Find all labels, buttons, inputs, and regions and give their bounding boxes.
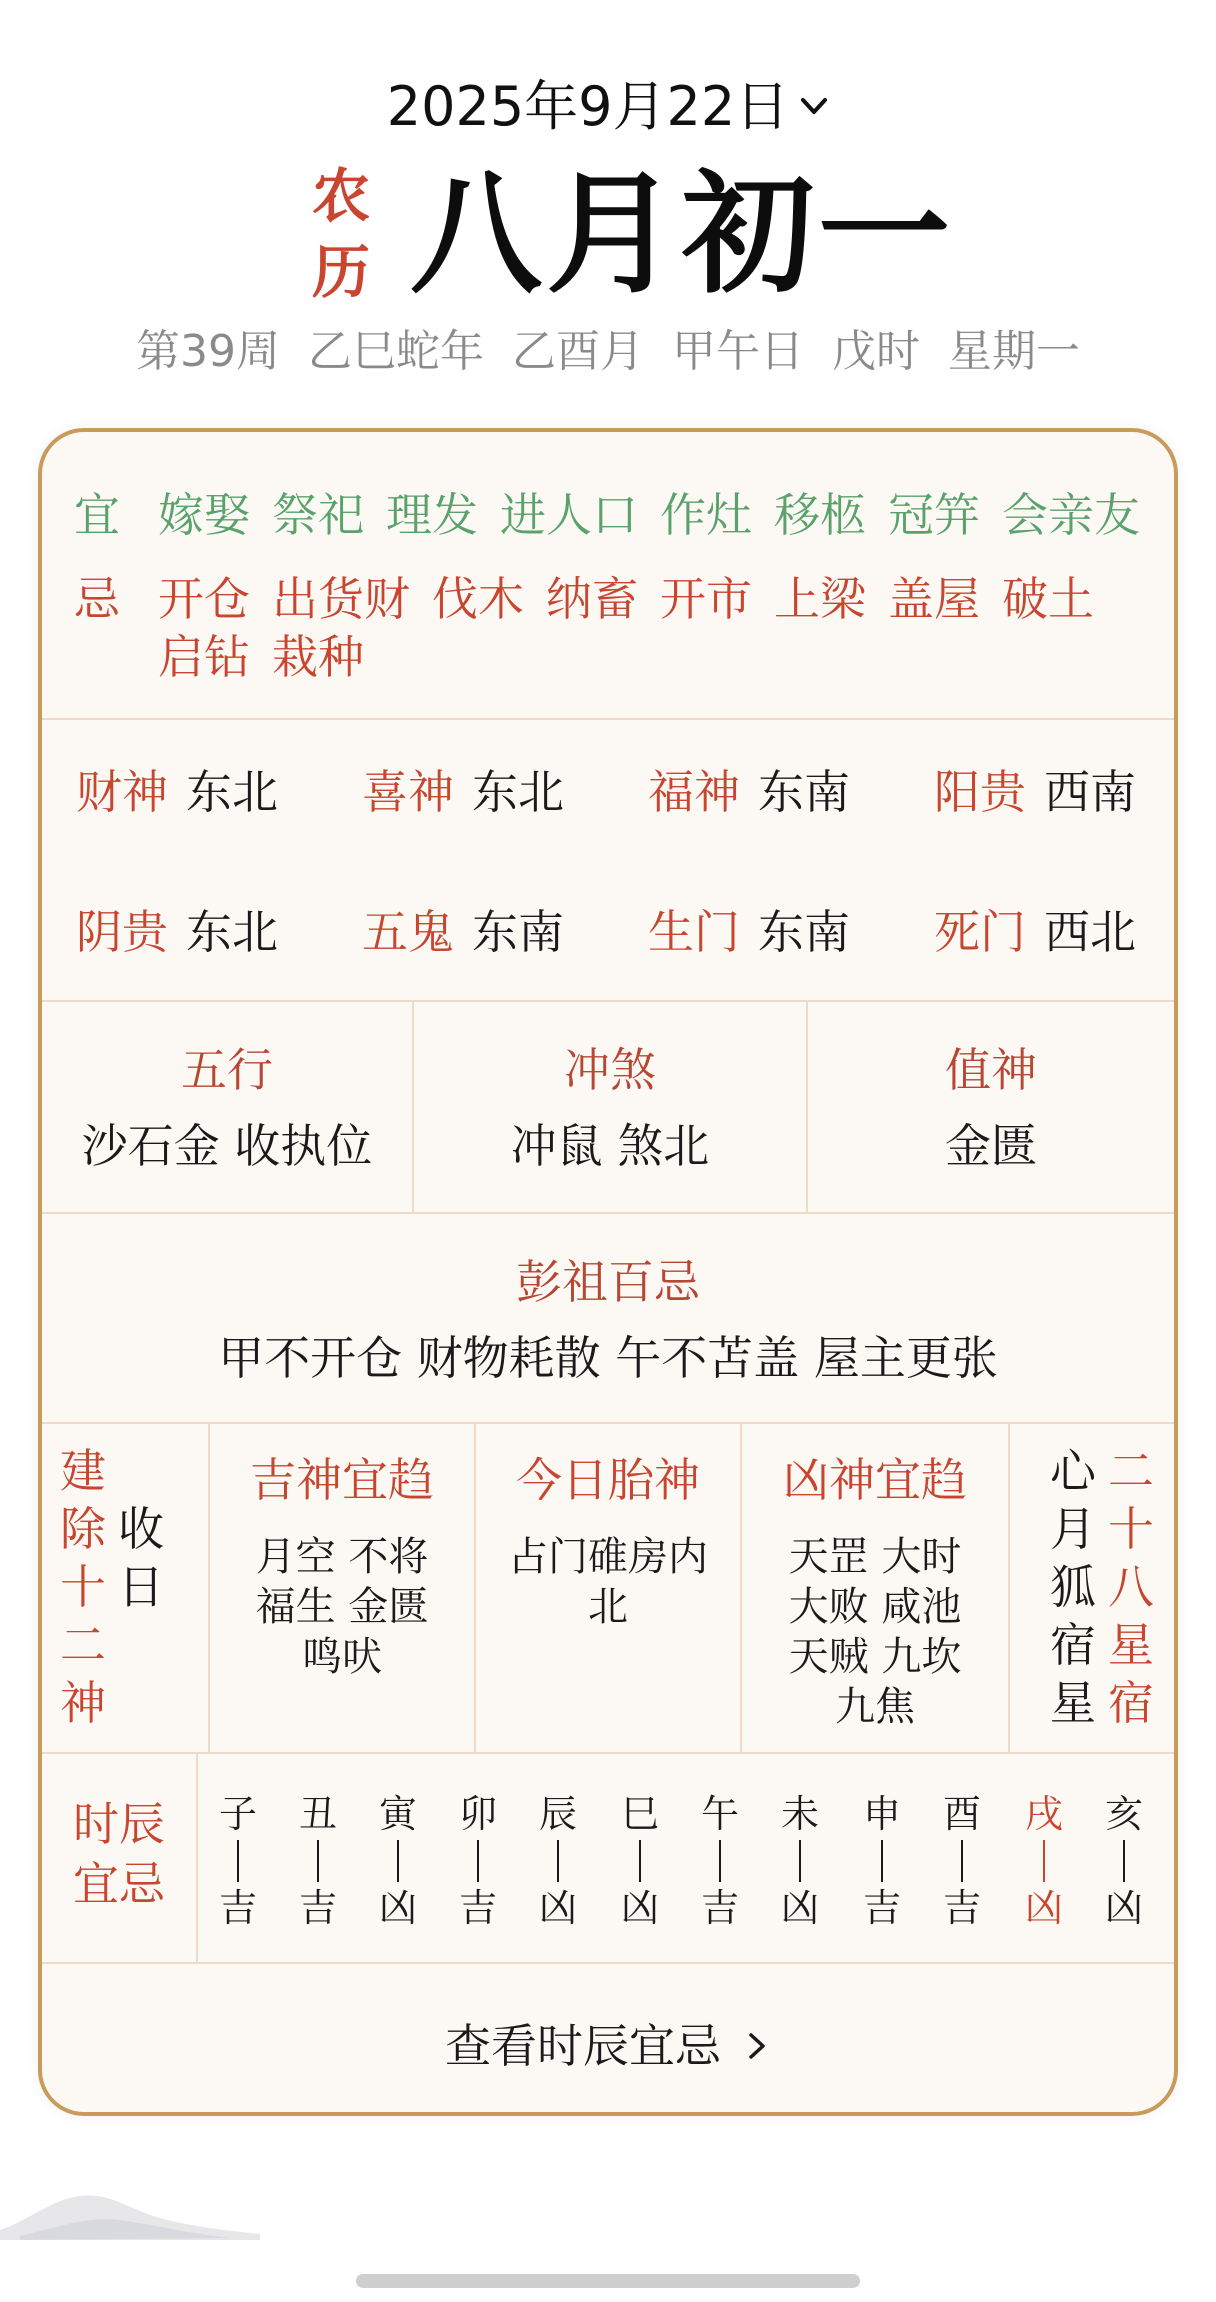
yi-label: 宜 (74, 488, 120, 542)
hour-divider (237, 1840, 239, 1882)
xiu-value-char: 宿 (1050, 1618, 1096, 1672)
ji-item: 出货财 (272, 572, 410, 626)
shichen-label-line: 宜忌 (73, 1857, 165, 1911)
yi-item: 嫁娶 (158, 488, 250, 542)
hour-zi[interactable] (208, 1790, 268, 1932)
xiu-label (1106, 1442, 1156, 1732)
yi-item: 祭祀 (272, 488, 364, 542)
hour-luck: 凶 (538, 1886, 577, 1930)
direction-key: 喜神 (362, 765, 454, 819)
hour-zhi: 巳 (620, 1792, 659, 1836)
direction-value: 西南 (1044, 765, 1136, 819)
hour-luck: 凶 (1024, 1886, 1063, 1930)
jishen-title: 吉神宜趋 (250, 1453, 434, 1507)
ji-item: 开仓 (158, 572, 250, 626)
zhishen-value: 金匮 (945, 1119, 1037, 1173)
chongsha-value: 冲鼠 煞北 (510, 1119, 710, 1173)
hour-zhi: 亥 (1104, 1792, 1143, 1836)
xiu-label-char: 宿 (1108, 1676, 1154, 1730)
hour-chen[interactable] (528, 1790, 588, 1932)
pengzu-value: 甲不开仓 财物耗散 午不苫盖 屋主更张 (218, 1331, 998, 1385)
hour-divider (799, 1840, 801, 1882)
hour-wei[interactable] (770, 1790, 830, 1932)
lunar-tag (308, 158, 374, 310)
weekday: 星期一 (948, 326, 1080, 377)
direction-value: 东北 (186, 905, 278, 959)
hour-zhi: 卯 (458, 1792, 497, 1836)
direction-value: 西北 (1044, 905, 1136, 959)
direction-value: 东南 (758, 765, 850, 819)
ji-item: 纳畜 (546, 572, 638, 626)
hour-divider (477, 1840, 479, 1882)
hour-luck: 凶 (780, 1886, 819, 1930)
hour-divider (1123, 1840, 1125, 1882)
week-number: 第39周 (136, 326, 280, 377)
jishen-line: 月空 不将 (255, 1534, 429, 1580)
wuxing-title: 五行 (181, 1043, 273, 1097)
divider (42, 1212, 1174, 1214)
hour-luck: 吉 (942, 1886, 981, 1930)
jishen-line: 福生 金匮 (255, 1584, 429, 1630)
hour-luck: 吉 (298, 1886, 337, 1930)
hour-luck: 凶 (378, 1886, 417, 1930)
ji-label: 忌 (74, 572, 120, 626)
hour-zhi: 酉 (942, 1792, 981, 1836)
taishen-line: 占门碓房内 (508, 1534, 708, 1580)
date-header (0, 0, 1216, 420)
hour-divider (557, 1840, 559, 1882)
hour-chou[interactable] (288, 1790, 348, 1932)
xiu-label-char: 八 (1108, 1560, 1154, 1614)
view-shichen-label: 查看时辰宜忌 (445, 2019, 721, 2073)
direction-yanggui (934, 762, 1136, 822)
pengzu-title: 彭祖百忌 (516, 1255, 700, 1309)
hour-mao[interactable] (448, 1790, 508, 1932)
hour-luck: 吉 (700, 1886, 739, 1930)
jianchu-value-char: 收 (118, 1502, 164, 1556)
jianchu-char: 二 (60, 1618, 106, 1672)
direction-shengmen (648, 902, 850, 962)
ji-item: 开市 (660, 572, 752, 626)
hour-zhi: 丑 (298, 1792, 337, 1836)
hour-zhi: 子 (218, 1792, 257, 1836)
jianchu-value-char: 日 (118, 1560, 164, 1614)
hour-shen[interactable] (852, 1790, 912, 1932)
date-selector[interactable] (0, 72, 1216, 142)
hour-zhi: 戌 (1024, 1792, 1063, 1836)
chevron-down-icon[interactable] (799, 91, 829, 121)
chevron-right-icon (743, 2032, 771, 2060)
shichen-label-line: 时辰 (73, 1797, 165, 1851)
hour-divider (639, 1840, 641, 1882)
hour-xu-current[interactable] (1014, 1790, 1074, 1932)
solar-date[interactable]: 2025年9月22日 (386, 75, 790, 138)
day-ganzhi: 甲午日 (672, 326, 804, 377)
direction-key: 阳贵 (934, 765, 1026, 819)
hour-divider (1043, 1840, 1045, 1882)
taishen-line: 北 (588, 1584, 628, 1630)
direction-xishen (362, 762, 564, 822)
hour-luck: 吉 (458, 1886, 497, 1930)
view-shichen-button[interactable] (42, 2016, 1174, 2076)
hour-zhi: 辰 (538, 1792, 577, 1836)
ganzhi-info (0, 322, 1216, 382)
yi-items (158, 486, 1168, 544)
hour-zhi: 未 (780, 1792, 819, 1836)
direction-wugui (362, 902, 564, 962)
home-indicator[interactable] (356, 2274, 860, 2288)
hour-divider (881, 1840, 883, 1882)
xiongshen-line: 天贼 九坎 (788, 1634, 962, 1680)
hour-zhi: 寅 (378, 1792, 417, 1836)
hour-luck: 吉 (862, 1886, 901, 1930)
ji-items (158, 570, 1168, 686)
jianchu-char: 神 (60, 1676, 106, 1730)
yi-item: 会亲友 (1002, 488, 1140, 542)
hour-yin[interactable] (368, 1790, 428, 1932)
ji-item: 上梁 (774, 572, 866, 626)
year-ganzhi: 乙巳蛇年 (308, 326, 484, 377)
divider (42, 718, 1174, 720)
ji-item: 盖屋 (888, 572, 980, 626)
divider (42, 1000, 1174, 1002)
divider (412, 1000, 414, 1212)
divider (42, 1962, 1174, 1964)
xiongshen-line: 九焦 (835, 1684, 915, 1730)
direction-key: 阴贵 (76, 905, 168, 959)
hour-luck: 凶 (1104, 1886, 1143, 1930)
divider (1008, 1422, 1010, 1752)
direction-key: 福神 (648, 765, 740, 819)
jianchu-char: 建 (60, 1444, 106, 1498)
hour-luck: 吉 (218, 1886, 257, 1930)
lunar-tag-char: 农 (311, 162, 370, 230)
hour-hai[interactable] (1094, 1790, 1154, 1932)
yi-item: 理发 (386, 488, 478, 542)
yi-item: 冠笄 (888, 488, 980, 542)
direction-value: 东南 (472, 905, 564, 959)
mountain-decoration-icon (0, 2180, 260, 2240)
direction-value: 东北 (186, 765, 278, 819)
xiu-value-char: 心 (1050, 1444, 1096, 1498)
hour-you[interactable] (932, 1790, 992, 1932)
ji-item: 栽种 (272, 630, 364, 684)
direction-caishen (76, 762, 278, 822)
direction-simen (934, 902, 1136, 962)
xiu-value-char: 星 (1050, 1676, 1096, 1730)
shichen-label (42, 1794, 196, 1914)
hour-divider (719, 1840, 721, 1882)
hour-luck: 凶 (620, 1886, 659, 1930)
ji-item: 启钻 (158, 630, 250, 684)
hour-divider (961, 1840, 963, 1882)
divider (42, 1422, 1174, 1424)
direction-key: 死门 (934, 905, 1026, 959)
direction-key: 生门 (648, 905, 740, 959)
direction-key: 五鬼 (362, 905, 454, 959)
divider (196, 1752, 198, 1962)
lunar-tag-char: 历 (311, 238, 370, 306)
direction-value: 东南 (758, 905, 850, 959)
wuxing-value: 沙石金 收执位 (81, 1119, 373, 1173)
jianchu-label (58, 1442, 108, 1732)
jishen-line: 鸣吠 (302, 1634, 382, 1680)
divider (42, 1752, 1174, 1754)
yi-item: 作灶 (660, 488, 752, 542)
jianchu-char: 除 (60, 1502, 106, 1556)
direction-fushen (648, 762, 850, 822)
xiongshen-line: 大败 咸池 (788, 1584, 962, 1630)
xiu-value-char: 月 (1050, 1502, 1096, 1556)
hour-wu[interactable] (690, 1790, 750, 1932)
hour-divider (397, 1840, 399, 1882)
lunar-date: 八月初一 (410, 158, 954, 312)
xiongshen-title: 凶神宜趋 (783, 1453, 967, 1507)
ji-item: 破土 (1002, 572, 1094, 626)
direction-value: 东北 (472, 765, 564, 819)
zhishen-title: 值神 (945, 1043, 1037, 1097)
hour-ganzhi: 戊时 (832, 326, 920, 377)
xiu-label-char: 二 (1108, 1444, 1154, 1498)
month-ganzhi: 乙酉月 (512, 326, 644, 377)
jianchu-value (116, 1500, 166, 1616)
hour-zhi: 午 (700, 1792, 739, 1836)
taishen-title: 今日胎神 (516, 1453, 700, 1507)
xiu-label-char: 星 (1108, 1618, 1154, 1672)
xiu-value (1048, 1442, 1098, 1732)
hour-zhi: 申 (862, 1792, 901, 1836)
xiu-value-char: 狐 (1050, 1560, 1096, 1614)
hour-divider (317, 1840, 319, 1882)
almanac-card (38, 428, 1178, 2116)
yi-item: 移柩 (774, 488, 866, 542)
direction-key: 财神 (76, 765, 168, 819)
yi-item: 进人口 (500, 488, 638, 542)
ji-item: 伐木 (432, 572, 524, 626)
xiongshen-line: 天罡 大时 (788, 1534, 962, 1580)
jianchu-char: 十 (60, 1560, 106, 1614)
xiu-label-char: 十 (1108, 1502, 1154, 1556)
hour-si[interactable] (610, 1790, 670, 1932)
divider (806, 1000, 808, 1212)
chongsha-title: 冲煞 (564, 1043, 656, 1097)
direction-yingui (76, 902, 278, 962)
